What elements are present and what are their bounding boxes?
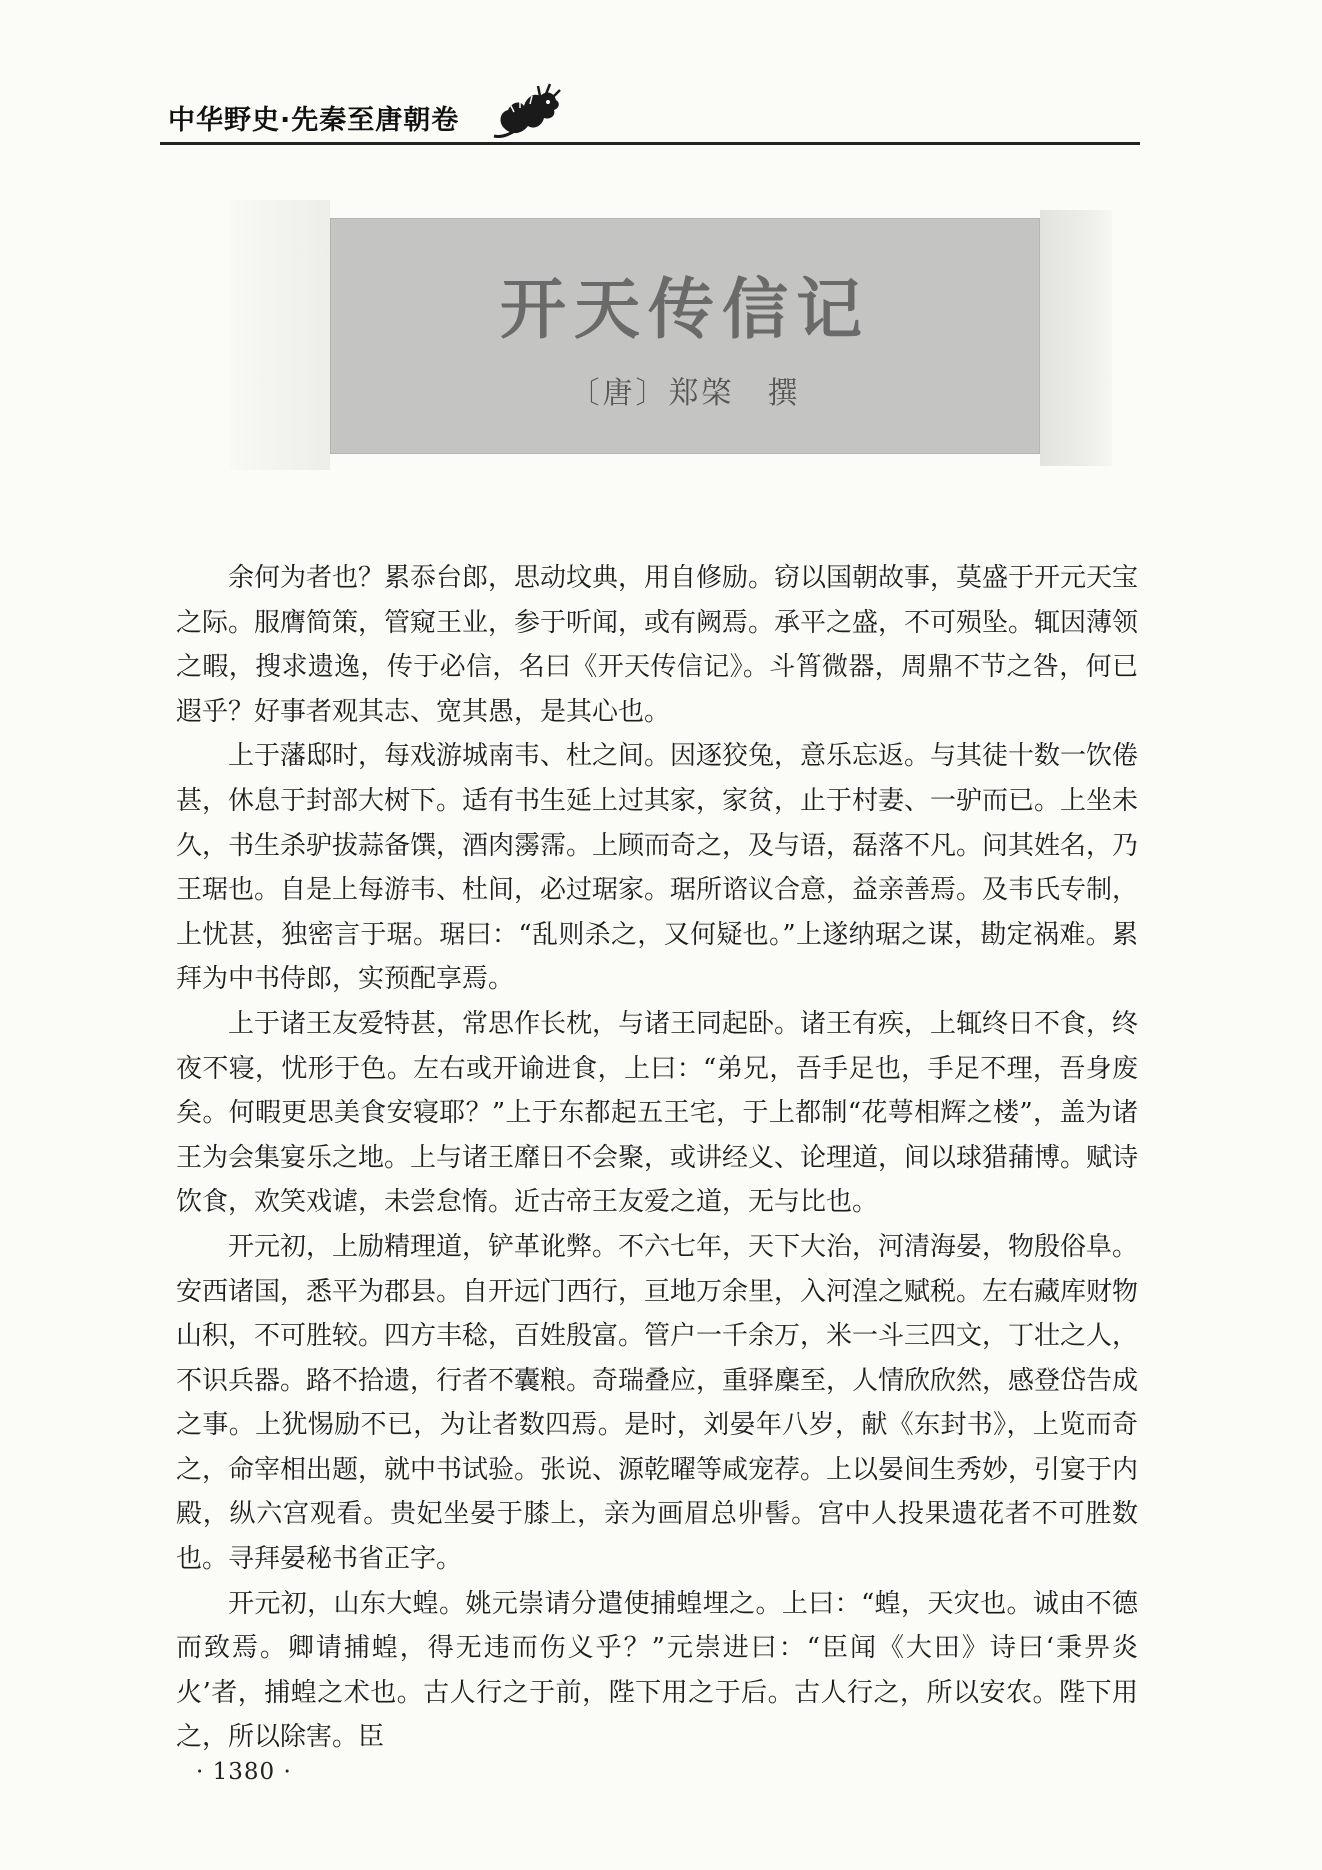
paragraph: 上于诸王友爱特甚，常思作长枕，与诸王同起卧。诸王有疾，上辄终日不食，终夜不寝，忧形于色。左右或开谕进食，上曰：“弟兄，吾手足也，手足不理，吾身废矣。何暇更思美食安寝耶？”上于东都起五王宅，于上都制“花萼相辉之楼”，盖为诸王为会集宴乐之地。上与诸王靡日不会聚，或讲经义、论理道，间以球猎蒱博。赋诗饮食，欢笑戏谑，未尝怠惰。近古帝王友爱之道，无与比也。 xyxy=(176,1008,1139,1218)
document-title: 开天传信记 xyxy=(500,270,870,348)
author-line: 〔唐〕郑棨 撰 xyxy=(569,376,801,411)
series-title: 中华野史·先秦至唐朝卷 xyxy=(168,105,460,136)
header-rule xyxy=(160,142,1140,145)
body-text xyxy=(176,556,1138,1760)
bleed-through-shade xyxy=(1040,210,1112,466)
dragon-icon xyxy=(490,78,564,142)
bleed-through-shade xyxy=(230,200,330,470)
paragraph: 余何为者也？累忝台郎，思动坟典，用自修励。窃以国朝故事，莫盛于开元天宝之际。服膺简策，管窥王业，参于听闻，或有阙焉。承平之盛，不可殒坠。辄因薄领之暇，搜求遗逸，传于必信，名曰《开天传信记》。斗筲微器，周鼎不节之咎，何已遐乎？好事者观其志、宽其愚，是其心也。 xyxy=(176,563,1139,727)
page-number: · 1380 · xyxy=(196,1759,292,1785)
paragraph: 上于藩邸时，每戏游城南韦、杜之间。因逐狡兔，意乐忘返。与其徒十数一饮倦甚，休息于封部大树下。适有书生延上过其家，家贫，止于村妻、一驴而已。上坐未久，书生杀驴拔蒜备馔，酒肉霶霈。上顾而奇之，及与语，磊落不凡。问其姓名，乃王琚也。自是上每游韦、杜间，必过琚家。琚所谘议合意，益亲善焉。及韦氏专制，上忧甚，独密言于琚。琚曰：“乱则杀之，又何疑也。”上遂纳琚之谋，勘定祸难。累拜为中书侍郎，实预配享焉。 xyxy=(176,741,1139,995)
paragraph: 开元初，山东大蝗。姚元崇请分遣使捕蝗埋之。上曰：“蝗，天灾也。诚由不德而致焉。卿请捕蝗，得无违而伤义乎？”元崇进曰：“臣闻《大田》诗曰‘秉畀炎火’者，捕蝗之术也。古人行之于前，陛下用之于后。古人行之，所以安农。陛下用之，所以除害。臣 xyxy=(176,1588,1138,1753)
running-header xyxy=(160,78,1140,148)
paragraph: 开元初，上励精理道，铲革讹弊。不六七年，天下大治，河清海晏，物殷俗阜。安西诸国，悉平为郡县。自开远门西行，亘地万余里，入河湟之赋税。左右藏库财物山积，不可胜较。四方丰稔，百姓殷富。管户一千余万，米一斗三四文，丁壮之人，不识兵器。路不拾遗，行者不囊粮。奇瑞叠应，重驿麇至，人情欣欣然，感登岱告成之事。上犹惕励不已，为让者数四焉。是时，刘晏年八岁，献《东封书》，上览而奇之，命宰相出题，就中书试验。张说、源乾曜等咸宠荐。上以晏间生秀妙，引宴于内殿，纵六宫观看。贵妃坐晏于膝上，亲为画眉总丱髻。宫中人投果遗花者不可胜数也。寻拜晏秘书省正字。 xyxy=(176,1231,1139,1575)
title-banner xyxy=(330,218,1040,454)
